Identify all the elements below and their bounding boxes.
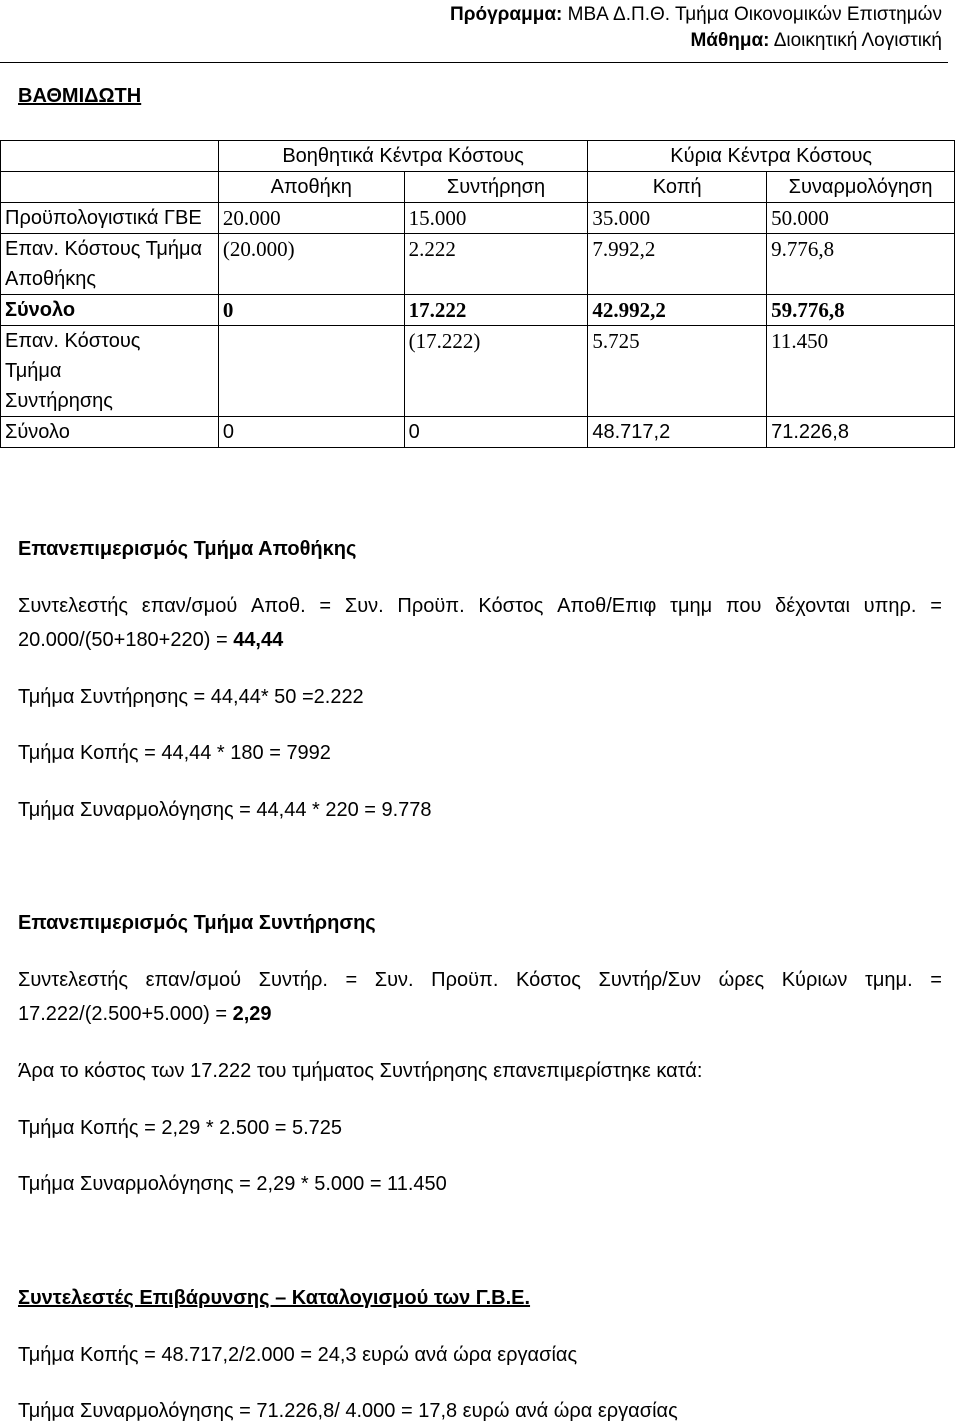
table-cell: 48.717,2 (588, 417, 767, 448)
table-cell: 2.222 (404, 234, 588, 295)
table-cell: (20.000) (218, 234, 404, 295)
warehouse-title: Επανεπιμερισμός Τμήμα Αποθήκης (18, 538, 357, 560)
coef-word: τμημ. (865, 969, 913, 991)
coef-word: Συντήρ/Συν (598, 969, 702, 991)
table-cell: 17.222 (404, 295, 588, 326)
coef-word: δέχονται (775, 595, 850, 617)
table-cell: 35.000 (588, 203, 767, 234)
coef-word: Κόστος (515, 969, 581, 991)
row-label: Επαν. Κόστους Τμήμα Αποθήκης (1, 234, 219, 295)
table-cell (218, 326, 404, 417)
coef-word: ώρες (718, 969, 765, 991)
warehouse-coef-formula (18, 629, 283, 652)
coef-word: = (319, 595, 332, 617)
table-row-total (1, 417, 955, 448)
coef-word: Συντελεστής (18, 595, 129, 617)
coef-word: Κόστος (478, 595, 544, 617)
program-value: MBA Δ.Π.Θ. Τμήμα Οικονομικών Επιστημών (567, 4, 942, 25)
maintenance-line: Τμήμα Κοπής = 2,29 * 2.500 = 5.725 (18, 1117, 343, 1139)
table-cell: 7.992,2 (588, 234, 767, 295)
column-header: Συντήρηση (404, 172, 588, 203)
table-cell: 0 (404, 417, 588, 448)
program-label: Πρόγραμμα: (450, 4, 563, 25)
section-title: ΒΑΘΜΙΔΩΤΗ (18, 85, 142, 107)
coef-word: που (725, 595, 762, 617)
coef-word: Συντήρ. (258, 969, 328, 991)
column-header: Κοπή (588, 172, 767, 203)
table-cell: 9.776,8 (767, 234, 955, 295)
row-label: Σύνολο (1, 295, 219, 326)
table-cell: 42.992,2 (588, 295, 767, 326)
warehouse-line: Τμήμα Κοπής = 44,44 * 180 = 7992 (18, 742, 331, 764)
table-cell: 0 (218, 295, 404, 326)
coef-word: Κύριων (781, 969, 848, 991)
coef-word: Προϋπ. (397, 595, 465, 617)
column-header: Συναρμολόγηση (767, 172, 955, 203)
table-column-header-row (1, 172, 955, 203)
table-cell: 59.776,8 (767, 295, 955, 326)
maintenance-line: Τμήμα Συναρμολόγησης = 2,29 * 5.000 = 11.450 (18, 1173, 447, 1195)
coef-word: = (930, 969, 942, 991)
table-cell: 11.450 (767, 326, 955, 417)
formula-text: 17.222/(2.500+5.000) = (18, 1003, 233, 1025)
course-value: Διοικητική Λογιστική (773, 30, 942, 51)
coef-word: υπηρ. (863, 595, 917, 617)
table-row (1, 234, 955, 295)
burden-line: Τμήμα Συναρμολόγησης = 71.226,8/ 4.000 = 17,8 ευρώ ανά ώρα εργασίας (18, 1400, 678, 1422)
row-label: Επαν. Κόστους Τμήμα Συντήρησης (1, 326, 219, 417)
warehouse-coef-line (18, 595, 942, 618)
header-divider (0, 62, 948, 63)
table-row-total (1, 295, 955, 326)
table-group-header-row (1, 141, 955, 172)
maintenance-coef-line (18, 969, 942, 992)
coef-word: = (345, 969, 358, 991)
warehouse-line: Τμήμα Συναρμολόγησης = 44,44 * 220 = 9.778 (18, 799, 432, 821)
maintenance-summary: Άρα το κόστος των 17.222 του τμήματος Συντήρησης επανεπιμερίστηκε κατά: (18, 1060, 703, 1082)
warehouse-line: Τμήμα Συντήρησης = 44,44* 50 =2.222 (18, 686, 364, 708)
cost-allocation-table (0, 140, 955, 448)
table-cell: 5.725 (588, 326, 767, 417)
row-label: Προϋπολογιστικά ΓΒΕ (1, 203, 219, 234)
table-cell: (17.222) (404, 326, 588, 417)
coef-word: = (930, 595, 942, 617)
column-header: Αποθήκη (218, 172, 404, 203)
table-header-empty-cell (1, 172, 219, 203)
maintenance-coef-formula (18, 1003, 272, 1026)
table-corner-cell (1, 141, 219, 172)
table-cell: 50.000 (767, 203, 955, 234)
coef-word: Προϋπ. (431, 969, 499, 991)
header-program (450, 2, 942, 28)
table-cell: 71.226,8 (767, 417, 955, 448)
table-cell: 0 (218, 417, 404, 448)
maintenance-title: Επανεπιμερισμός Τμήμα Συντήρησης (18, 912, 376, 934)
burden-title: Συντελεστές Επιβάρυνσης – Καταλογισμού των Γ.Β.Ε. (18, 1287, 531, 1309)
coef-word: Συντελεστής (18, 969, 129, 991)
coef-result: 2,29 (232, 1003, 272, 1025)
coef-result: 44,44 (233, 629, 284, 651)
burden-line: Τμήμα Κοπής = 48.717,2/2.000 = 24,3 ευρώ ανά ώρα εργασίας (18, 1344, 578, 1366)
formula-text: 20.000/(50+180+220) = (18, 629, 234, 651)
table-cell: 15.000 (404, 203, 588, 234)
table-cell: 20.000 (218, 203, 404, 234)
coef-word: Συν. (374, 969, 414, 991)
coef-word: Συν. (344, 595, 384, 617)
table-row (1, 326, 955, 417)
course-label: Μάθημα: (690, 30, 770, 51)
group-main-cost-centers: Κύρια Κέντρα Κόστους (588, 141, 955, 172)
header-course (690, 28, 942, 54)
coef-word: Αποθ/Επιφ (557, 595, 657, 617)
table-row (1, 203, 955, 234)
coef-word: Αποθ. (251, 595, 306, 617)
coef-word: τμημ (670, 595, 713, 617)
row-label: Σύνολο (1, 417, 219, 448)
group-aux-cost-centers: Βοηθητικά Κέντρα Κόστους (218, 141, 587, 172)
coef-word: επαν/σμού (145, 969, 242, 991)
coef-word: επαν/σμού (141, 595, 238, 617)
